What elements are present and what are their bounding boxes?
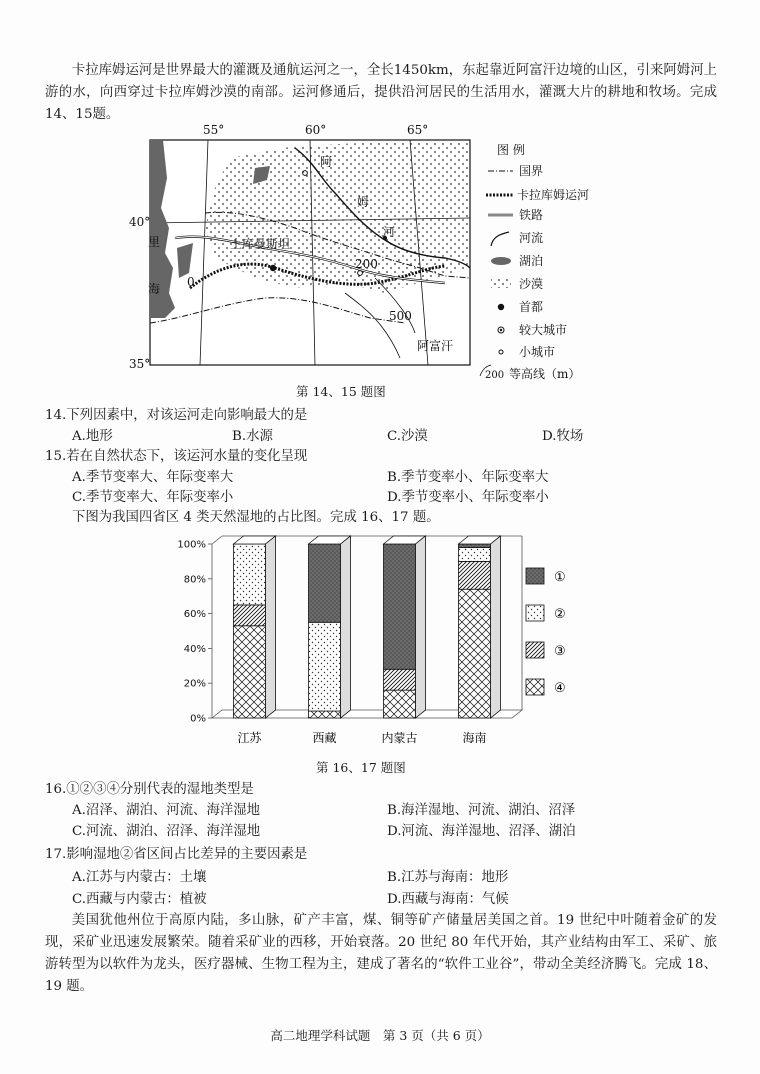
intro-paragraph-1: 卡拉库姆运河是世界最大的灌溉及通航运河之一，全长1450km，东起靠近阿富汗边境的山区，引来阿姆河上游的水，向西穿过卡拉库姆沙漠的南部。运河修通后，提供沿河居民的生活用水，灌溉大片的耕地和牧场。完成14、15题。 xyxy=(45,63,717,122)
x-category-label: 江苏 xyxy=(237,731,262,745)
legend-capital: 首都 xyxy=(519,300,544,314)
lat-label-40: 40° xyxy=(129,215,151,229)
legend-canal: 卡拉库姆运河 xyxy=(517,188,590,202)
y-tick-label: 80% xyxy=(183,574,206,586)
x-category-label: 海南 xyxy=(462,731,487,745)
legend-border: 国界 xyxy=(519,164,544,178)
legend-swatch xyxy=(526,568,544,584)
y-axis-top-edge xyxy=(212,536,222,544)
bar-segment xyxy=(459,561,491,589)
desert-area xyxy=(205,142,470,293)
label-amu-2: 姆 xyxy=(357,195,370,209)
bar-segment xyxy=(384,669,416,690)
x-category-label: 西藏 xyxy=(312,731,337,745)
q14-option-a: A.地形 xyxy=(72,429,113,444)
legend-large-city: 较大城市 xyxy=(519,323,568,337)
question-16-stem: 16.①②③④分别代表的湿地类型是 xyxy=(45,782,254,797)
legend-swatch xyxy=(526,642,544,658)
bar-segment xyxy=(459,589,491,718)
q17-option-d: D.西藏与海南：气候 xyxy=(387,892,509,907)
q17-option-c: C.西藏与内蒙古：植被 xyxy=(72,892,207,907)
legend-river: 河流 xyxy=(519,231,544,245)
label-contour-0: 0 xyxy=(187,275,195,289)
lon-label-60: 60° xyxy=(305,123,327,137)
bar-side-face xyxy=(266,536,276,718)
page-footer: 高二地理学科试题 第 3 页（共 6 页） xyxy=(270,1028,490,1043)
y-tick-label: 40% xyxy=(183,643,206,655)
bar-segment xyxy=(459,547,491,561)
bar-segment xyxy=(234,626,266,718)
bar-segment xyxy=(309,622,341,711)
q16-option-a: A.沼泽、湖泊、河流、海洋湿地 xyxy=(72,803,261,818)
chart-caption: 第 16、17 题图 xyxy=(316,760,406,775)
legend-contour-num: 200 xyxy=(485,370,505,381)
legend-railway: 铁路 xyxy=(519,208,544,222)
legend-lake: 湖泊 xyxy=(519,254,544,268)
bar-segment xyxy=(459,544,491,547)
x-category-label: 内蒙古 xyxy=(381,731,418,745)
y-tick-label: 20% xyxy=(183,678,206,690)
legend-label: ① xyxy=(554,570,566,585)
bar-side-face xyxy=(416,536,426,718)
q14-option-c: C.沙漠 xyxy=(387,429,428,444)
q16-option-d: D.河流、海洋湿地、沼泽、湖泊 xyxy=(387,824,576,839)
wetland-stacked-bar-chart xyxy=(170,530,600,755)
legend-label: ④ xyxy=(554,681,566,696)
map-legend xyxy=(480,142,589,381)
legend-desert: 沙漠 xyxy=(519,277,544,291)
lat-label-35: 35° xyxy=(129,357,151,371)
capital-city xyxy=(270,265,276,271)
legend-small-city: 小城市 xyxy=(519,345,556,359)
legend-label: ② xyxy=(554,607,566,622)
label-contour-500: 500 xyxy=(389,309,412,323)
bar-segment xyxy=(234,544,266,605)
bar-segment xyxy=(234,605,266,626)
label-amu-3: 河 xyxy=(383,225,396,239)
intro-paragraph-2: 下图为我国四省区 4 类天然湿地的占比图。完成 16、17 题。 xyxy=(72,510,440,525)
q14-option-b: B.水源 xyxy=(232,429,273,444)
bar-side-face xyxy=(341,536,351,718)
chart-legend xyxy=(526,568,566,696)
q15-option-a: A.季节变率大、年际变率大 xyxy=(72,470,234,485)
q14-option-d: D.牧场 xyxy=(542,429,584,444)
label-amu-1: 阿 xyxy=(320,155,333,169)
karakum-canal-map xyxy=(129,118,625,383)
label-caspian-1: 里 xyxy=(148,235,161,249)
intro-paragraph-3: 美国犹他州位于高原内陆，多山脉，矿产丰富，煤、铜等矿产储量居美国之首。19 世纪中叶随着金矿的发现，采矿业迅速发展繁荣。随着采矿业的西移，开始衰落。20 世纪 80 年代开始，其产业结构由军工、采矿、旅游转型为以软件为龙头，医疗器械、生物工程为主，建成了著名的“软件工业谷”，带动全美经济腾飞。完成 18、19 题。 xyxy=(45,913,717,994)
y-tick-label: 60% xyxy=(183,609,206,621)
label-afghanistan: 阿富汗 xyxy=(417,339,454,353)
q15-option-c: C.季节变率大、年际变率小 xyxy=(72,490,234,505)
label-contour-200: 200 xyxy=(355,257,378,271)
question-15-stem: 15.若在自然状态下，该运河水量的变化呈现 xyxy=(45,449,308,464)
label-caspian-2: 海 xyxy=(148,282,161,296)
bar-segment xyxy=(309,711,341,718)
bar-side-face xyxy=(491,536,501,718)
q15-option-b: B.季节变率小、年际变率大 xyxy=(387,470,549,485)
bar-segment xyxy=(384,690,416,718)
legend-swatch xyxy=(526,605,544,621)
q15-option-d: D.季节变率小、年际变率小 xyxy=(387,490,549,505)
map-caption: 第 14、15 题图 xyxy=(296,384,386,399)
y-tick-label: 0% xyxy=(190,713,206,725)
question-17-stem: 17.影响湿地②省区间占比差异的主要因素是 xyxy=(45,847,308,862)
legend-title: 图 例 xyxy=(497,143,525,157)
label-turkmenistan: 土库曼斯坦 xyxy=(230,237,291,251)
q16-option-c: C.河流、湖泊、沼泽、海洋湿地 xyxy=(72,824,261,839)
lon-label-55: 55° xyxy=(203,123,225,137)
legend-contour: 等高线（m） xyxy=(509,367,581,381)
y-tick-label: 100% xyxy=(177,539,206,551)
question-14-stem: 14.下列因素中，对该运河走向影响最大的是 xyxy=(45,408,308,423)
bar-segment xyxy=(309,544,341,622)
q17-option-a: A.江苏与内蒙古：土壤 xyxy=(72,870,207,885)
bar-segment xyxy=(384,544,416,669)
lon-label-65: 65° xyxy=(407,123,429,137)
legend-label: ③ xyxy=(554,644,566,659)
q17-option-b: B.江苏与海南：地形 xyxy=(387,870,509,885)
legend-swatch xyxy=(526,679,544,695)
q16-option-b: B.海洋湿地、河流、湖泊、沼泽 xyxy=(387,803,576,818)
